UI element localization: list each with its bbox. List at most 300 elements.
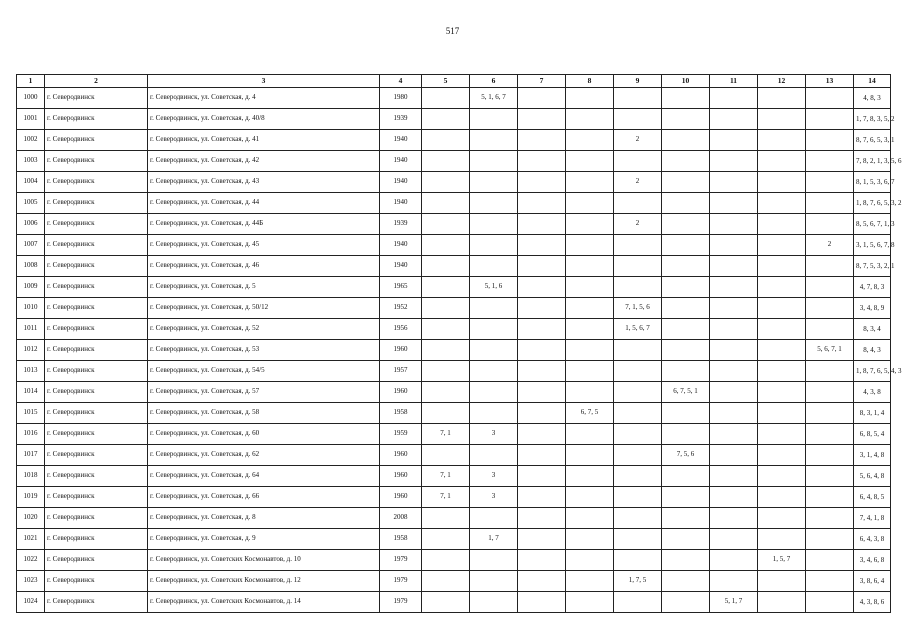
table-cell-col-14: 1, 7, 8, 3, 5, 2 [854,109,891,130]
table-cell-col-14: 5, 6, 4, 8 [854,466,891,487]
table-cell-col-11 [710,445,758,466]
table-cell-col-11 [710,571,758,592]
table-cell-col-7 [518,193,566,214]
table-cell-col-6: 1, 7 [470,529,518,550]
table-cell-col-7 [518,424,566,445]
table-cell-col-1: 1000 [17,88,45,109]
table-row [17,403,891,424]
table-cell-col-12 [758,529,806,550]
table-cell-col-10 [662,508,710,529]
table-cell-col-4: 1957 [380,361,422,382]
table-cell-col-3: г. Северодвинск, ул. Советская, д. 41 [148,130,380,151]
table-cell-col-4: 1980 [380,88,422,109]
table-cell-col-14: 3, 8, 6, 4 [854,571,891,592]
table-cell-col-6 [470,340,518,361]
table-row [17,592,891,613]
column-header-3: 3 [148,75,380,88]
table-row [17,571,891,592]
table-cell-col-9 [614,466,662,487]
table-cell-col-8 [566,571,614,592]
table-cell-col-7 [518,403,566,424]
table-cell-col-11 [710,172,758,193]
table-cell-col-11 [710,550,758,571]
table-cell-col-5 [422,298,470,319]
table-cell-col-8 [566,508,614,529]
table-cell-col-11 [710,340,758,361]
table-cell-col-9 [614,88,662,109]
table-cell-col-2: г. Северодвинск [45,256,148,277]
table-cell-col-2: г. Северодвинск [45,319,148,340]
table-cell-col-6 [470,319,518,340]
table-cell-col-1: 1021 [17,529,45,550]
table-cell-col-14: 8, 3, 1, 4 [854,403,891,424]
table-cell-col-5 [422,592,470,613]
table-cell-col-13 [806,193,854,214]
table-cell-col-3: г. Северодвинск, ул. Советская, д. 4 [148,88,380,109]
table-cell-col-3: г. Северодвинск, ул. Советская, д. 40/8 [148,109,380,130]
table-row [17,172,891,193]
table-cell-col-10 [662,571,710,592]
table-cell-col-2: г. Северодвинск [45,424,148,445]
table-cell-col-6 [470,298,518,319]
table-cell-col-5 [422,445,470,466]
table-cell-col-10 [662,214,710,235]
table-cell-col-3: г. Северодвинск, ул. Советская, д. 44 [148,193,380,214]
table-cell-col-7 [518,508,566,529]
table-cell-col-10 [662,256,710,277]
table-cell-col-13: 2 [806,235,854,256]
registry-table [16,74,902,613]
table-cell-col-1: 1012 [17,340,45,361]
table-row [17,130,891,151]
column-header-6: 6 [470,75,518,88]
table-cell-col-4: 1979 [380,550,422,571]
table-cell-col-3: г. Северодвинск, ул. Советская, д. 57 [148,382,380,403]
table-row [17,466,891,487]
table-cell-col-4: 1965 [380,277,422,298]
table-cell-col-2: г. Северодвинск [45,151,148,172]
table-cell-col-3: г. Северодвинск, ул. Советских Космонавтов, д. 14 [148,592,380,613]
table-row [17,235,891,256]
table-cell-col-3: г. Северодвинск, ул. Советская, д. 52 [148,319,380,340]
table-cell-col-2: г. Северодвинск [45,529,148,550]
table-cell-col-9 [614,151,662,172]
table-cell-col-9 [614,193,662,214]
table-cell-col-13 [806,151,854,172]
table-cell-col-13 [806,214,854,235]
table-cell-col-9 [614,235,662,256]
table-cell-col-1: 1017 [17,445,45,466]
table-cell-col-12 [758,424,806,445]
column-header-1: 1 [17,75,45,88]
table-cell-col-2: г. Северодвинск [45,550,148,571]
table-cell-col-9: 7, 1, 5, 6 [614,298,662,319]
table-cell-col-8 [566,256,614,277]
table-cell-col-13 [806,508,854,529]
table-cell-col-12 [758,592,806,613]
table-cell-col-6: 3 [470,466,518,487]
table-cell-col-11 [710,361,758,382]
table-cell-col-14: 4, 3, 8 [854,382,891,403]
table-cell-col-9: 2 [614,214,662,235]
column-header-5: 5 [422,75,470,88]
table-row [17,256,891,277]
table-cell-col-6 [470,214,518,235]
table-cell-col-8 [566,130,614,151]
table-cell-col-6 [470,403,518,424]
table-header [17,75,891,88]
table-cell-col-4: 1958 [380,529,422,550]
table-cell-col-1: 1005 [17,193,45,214]
table-cell-col-12 [758,445,806,466]
table-cell-col-10 [662,298,710,319]
table-cell-col-11 [710,424,758,445]
table-cell-col-1: 1009 [17,277,45,298]
page-number: 517 [445,26,460,36]
table-cell-col-6: 3 [470,487,518,508]
table-cell-col-9: 1, 5, 6, 7 [614,319,662,340]
table-cell-col-8 [566,529,614,550]
table-cell-col-3: г. Северодвинск, ул. Советская, д. 66 [148,487,380,508]
table-cell-col-2: г. Северодвинск [45,172,148,193]
table-cell-col-6 [470,382,518,403]
table-body [17,88,902,613]
table-cell-col-8 [566,382,614,403]
table-cell-col-12 [758,277,806,298]
column-header-2: 2 [45,75,148,88]
table-cell-col-7 [518,382,566,403]
column-header-8: 8 [566,75,614,88]
table-cell-col-6 [470,550,518,571]
table-cell-col-4: 1960 [380,382,422,403]
table-cell-col-5 [422,235,470,256]
table-cell-col-14: 8, 1, 5, 3, 6, 7 [854,172,891,193]
table-cell-col-12 [758,193,806,214]
table-cell-col-11 [710,277,758,298]
table-cell-col-10 [662,235,710,256]
table-cell-col-7 [518,151,566,172]
table-cell-col-12 [758,340,806,361]
table-row [17,529,891,550]
table-cell-col-4: 1939 [380,214,422,235]
table-cell-col-2: г. Северодвинск [45,445,148,466]
table-cell-col-5 [422,508,470,529]
column-header-4: 4 [380,75,422,88]
table-cell-col-9 [614,424,662,445]
table-cell-col-14: 6, 4, 8, 5 [854,487,891,508]
table-cell-col-4: 1940 [380,151,422,172]
table-cell-col-1: 1022 [17,550,45,571]
table-cell-col-6: 5, 1, 6 [470,277,518,298]
table-cell-col-8 [566,235,614,256]
table-cell-col-6 [470,256,518,277]
column-header-11: 11 [710,75,758,88]
table-cell-col-1: 1024 [17,592,45,613]
table-cell-col-8 [566,319,614,340]
table-row [17,424,891,445]
table-cell-col-3: г. Северодвинск, ул. Советская, д. 60 [148,424,380,445]
table-cell-col-1: 1001 [17,109,45,130]
table-cell-col-1: 1004 [17,172,45,193]
table-cell-col-10 [662,487,710,508]
table-cell-col-14: 3, 4, 8, 9 [854,298,891,319]
table-cell-col-9: 1, 7, 5 [614,571,662,592]
table-cell-col-3: г. Северодвинск, ул. Советская, д. 45 [148,235,380,256]
table-cell-col-10 [662,529,710,550]
table-cell-col-12 [758,508,806,529]
table-cell-col-7 [518,340,566,361]
table-cell-col-9 [614,361,662,382]
table-cell-col-4: 1940 [380,172,422,193]
table-cell-col-2: г. Северодвинск [45,382,148,403]
table-row [17,193,891,214]
table-cell-col-1: 1006 [17,214,45,235]
table-cell-col-4: 1960 [380,487,422,508]
table-cell-col-14: 8, 4, 3 [854,340,891,361]
table-cell-col-11 [710,109,758,130]
table-cell-col-10 [662,403,710,424]
table-cell-col-5 [422,172,470,193]
table-cell-col-11 [710,529,758,550]
table-cell-col-7 [518,109,566,130]
table-cell-col-2: г. Северодвинск [45,109,148,130]
table-cell-col-13 [806,298,854,319]
table-cell-col-4: 1979 [380,592,422,613]
table-cell-col-5 [422,109,470,130]
table-cell-col-14: 4, 8, 3 [854,88,891,109]
table-cell-col-5 [422,571,470,592]
table-cell-col-10 [662,424,710,445]
table-cell-col-11 [710,466,758,487]
table-cell-col-6 [470,571,518,592]
table-row [17,445,891,466]
table-cell-col-10 [662,466,710,487]
table-cell-col-11 [710,256,758,277]
table-cell-col-7 [518,214,566,235]
table-cell-col-8 [566,550,614,571]
table-cell-col-9 [614,382,662,403]
table-cell-col-2: г. Северодвинск [45,592,148,613]
table-cell-col-14: 6, 4, 3, 8 [854,529,891,550]
table-cell-col-13 [806,424,854,445]
table-cell-col-6 [470,445,518,466]
table-cell-col-14: 8, 7, 5, 3, 2, 1 [854,256,891,277]
table-cell-col-3: г. Северодвинск, ул. Советских Космонавтов, д. 12 [148,571,380,592]
table-cell-col-5 [422,319,470,340]
table-cell-col-13 [806,319,854,340]
table-cell-col-14: 8, 7, 6, 5, 3, 1 [854,130,891,151]
table-cell-col-3: г. Северодвинск, ул. Советская, д. 43 [148,172,380,193]
table-cell-col-3: г. Северодвинск, ул. Советская, д. 8 [148,508,380,529]
table-cell-col-13 [806,130,854,151]
table-cell-col-12 [758,151,806,172]
table-cell-col-4: 1959 [380,424,422,445]
table-cell-col-7 [518,466,566,487]
table-cell-col-12 [758,235,806,256]
table-cell-col-10 [662,550,710,571]
table-cell-col-7 [518,571,566,592]
table-cell-col-9 [614,592,662,613]
table-cell-col-3: г. Северодвинск, ул. Советских Космонавтов, д. 10 [148,550,380,571]
table-cell-col-14: 7, 8, 2, 1, 3, 5, 6 [854,151,891,172]
table-cell-col-11 [710,382,758,403]
table-cell-col-3: г. Северодвинск, ул. Советская, д. 44Б [148,214,380,235]
table-cell-col-2: г. Северодвинск [45,340,148,361]
table-cell-col-13 [806,487,854,508]
table-cell-col-4: 1960 [380,445,422,466]
table-cell-col-5 [422,340,470,361]
table-cell-col-13 [806,109,854,130]
table-cell-col-10 [662,88,710,109]
table-cell-col-1: 1002 [17,130,45,151]
table-cell-col-6 [470,235,518,256]
table-cell-col-4: 1958 [380,403,422,424]
table-cell-col-12 [758,487,806,508]
table-cell-col-5 [422,214,470,235]
table-row [17,508,891,529]
table-cell-col-7 [518,550,566,571]
table-cell-col-14: 4, 7, 8, 3 [854,277,891,298]
table-cell-col-2: г. Северодвинск [45,130,148,151]
table-cell-col-12 [758,361,806,382]
table-cell-col-13 [806,172,854,193]
table-cell-col-11 [710,214,758,235]
table-cell-col-14: 4, 3, 8, 6 [854,592,891,613]
table-row [17,214,891,235]
table-cell-col-9: 2 [614,172,662,193]
table-cell-col-5: 7, 1 [422,424,470,445]
table-cell-col-7 [518,130,566,151]
table-cell-col-11 [710,319,758,340]
table-cell-col-4: 1952 [380,298,422,319]
table-cell-col-8 [566,298,614,319]
table-cell-col-12 [758,298,806,319]
table-cell-col-4: 1940 [380,130,422,151]
table-cell-col-5 [422,193,470,214]
table-cell-col-8 [566,424,614,445]
table-cell-col-12 [758,172,806,193]
table-cell-col-7 [518,592,566,613]
table-cell-col-3: г. Северодвинск, ул. Советская, д. 46 [148,256,380,277]
table-cell-col-2: г. Северодвинск [45,466,148,487]
table-row [17,550,891,571]
table-cell-col-12 [758,382,806,403]
table-cell-col-13 [806,88,854,109]
table-cell-col-8 [566,109,614,130]
table-cell-col-9 [614,277,662,298]
table-cell-col-3: г. Северодвинск, ул. Советская, д. 42 [148,151,380,172]
table-cell-col-9 [614,550,662,571]
table-cell-col-5 [422,550,470,571]
table-cell-col-1: 1019 [17,487,45,508]
table-row [17,88,891,109]
column-header-9: 9 [614,75,662,88]
table-cell-col-7 [518,319,566,340]
table-cell-col-10 [662,592,710,613]
table-cell-col-7 [518,172,566,193]
table-cell-col-11 [710,151,758,172]
table-cell-col-10 [662,172,710,193]
table-cell-col-13 [806,466,854,487]
table-cell-col-12 [758,130,806,151]
table-cell-col-8 [566,445,614,466]
table-cell-col-13 [806,445,854,466]
column-header-13: 13 [806,75,854,88]
table-cell-col-9: 2 [614,130,662,151]
table-cell-col-10 [662,193,710,214]
table-cell-col-11 [710,298,758,319]
table-cell-col-9 [614,340,662,361]
table-cell-col-6 [470,193,518,214]
table-cell-col-8 [566,193,614,214]
table-row [17,298,891,319]
table-cell-col-13 [806,571,854,592]
table-cell-col-1: 1015 [17,403,45,424]
table-row [17,340,891,361]
table-cell-col-12 [758,88,806,109]
table-cell-col-13 [806,256,854,277]
table-cell-col-8 [566,466,614,487]
table-cell-col-11: 5, 1, 7 [710,592,758,613]
table-cell-col-1: 1020 [17,508,45,529]
table-row [17,319,891,340]
table-cell-col-5 [422,256,470,277]
table-cell-col-3: г. Северодвинск, ул. Советская, д. 50/12 [148,298,380,319]
table-cell-col-8 [566,361,614,382]
table-cell-col-1: 1018 [17,466,45,487]
table-cell-col-13 [806,550,854,571]
table-cell-col-10 [662,340,710,361]
table-cell-col-13 [806,592,854,613]
table-cell-col-13 [806,382,854,403]
table-cell-col-11 [710,403,758,424]
table-cell-col-11 [710,130,758,151]
table-cell-col-9 [614,508,662,529]
table-cell-col-14: 3, 1, 4, 8 [854,445,891,466]
table-cell-col-8 [566,487,614,508]
table-cell-col-11 [710,235,758,256]
table-cell-col-12 [758,403,806,424]
table-row [17,109,891,130]
table-cell-col-4: 1939 [380,109,422,130]
table-cell-col-10 [662,319,710,340]
table-cell-col-14: 3, 4, 6, 8 [854,550,891,571]
table-cell-col-14: 8, 3, 4 [854,319,891,340]
table-cell-col-11 [710,487,758,508]
table-cell-col-3: г. Северодвинск, ул. Советская, д. 62 [148,445,380,466]
table-cell-col-2: г. Северодвинск [45,235,148,256]
table-cell-col-7 [518,487,566,508]
table-cell-col-7 [518,529,566,550]
table-cell-col-1: 1010 [17,298,45,319]
table-cell-col-12: 1, 5, 7 [758,550,806,571]
table-cell-col-5: 7, 1 [422,487,470,508]
table-row [17,361,891,382]
table-cell-col-8 [566,88,614,109]
table-cell-col-4: 1940 [380,256,422,277]
table-cell-col-10 [662,109,710,130]
table-cell-col-12 [758,466,806,487]
table-cell-col-3: г. Северодвинск, ул. Советская, д. 54/5 [148,361,380,382]
table-cell-col-8 [566,277,614,298]
table-cell-col-10 [662,151,710,172]
table-cell-col-6: 3 [470,424,518,445]
table-row [17,487,891,508]
table-cell-col-9 [614,403,662,424]
table-cell-col-5 [422,529,470,550]
table-cell-col-8 [566,592,614,613]
table-cell-col-2: г. Северодвинск [45,403,148,424]
